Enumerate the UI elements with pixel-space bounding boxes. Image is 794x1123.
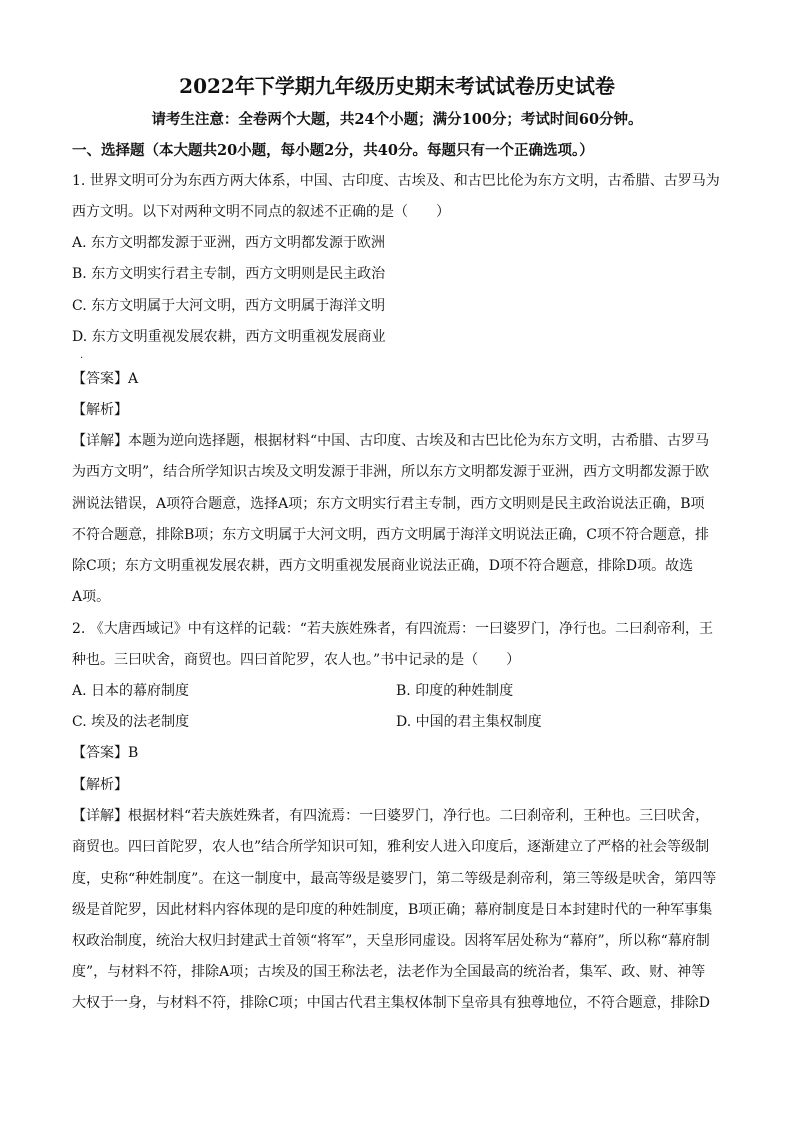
section-heading: 一、选择题（本大题共20小题，每小题2分，共40分。每题只有一个正确选项。）	[72, 142, 594, 159]
q2-stem-line: 2. 《大唐西域记》中有这样的记载：“若夫族姓殊者，有四流焉：一曰婆罗门，净行也。二曰刹帝利，王	[72, 621, 713, 637]
q2-option-a: A. 日本的幕府制度	[72, 683, 190, 699]
q1-option-c: C. 东方文明属于大河文明，西方文明属于海洋文明	[72, 298, 386, 314]
q1-detail-line: A项。	[72, 589, 111, 605]
q2-detail-line: 【详解】根据材料“若夫族姓殊者，有四流焉：一曰婆罗门，净行也。二曰刹帝利，王种也。三曰吠舍，	[72, 808, 710, 824]
q1-detail-line: 【详解】本题为逆向选择题，根据材料“中国、古印度、古埃及和古巴比伦为东方文明，古希腊、古罗马	[72, 433, 710, 449]
page-title: 2022年下学期九年级历史期末考试试卷历史试卷	[179, 74, 615, 98]
q2-option-c: C. 埃及的法老制度	[72, 714, 190, 730]
q2-detail-line: 级是首陀罗，因此材料内容体现的是印度的种姓制度，B项正确；幕府制度是日本封建时代的一种军事集	[72, 902, 713, 918]
q1-detail-line: 除C项；东方文明重视发展农耕，西方文明重视发展商业说法正确，D项不符合题意，排除D项。故选	[72, 558, 694, 574]
q2-detail-line: 度，史称“种姓制度”。在这一制度中，最高等级是婆罗门，第二等级是刹帝利，第三等级是吠舍，第四等	[72, 871, 717, 887]
q1-option-b: B. 东方文明实行君主专制，西方文明则是民主政治	[72, 266, 386, 282]
q2-answer: 【答案】B	[72, 745, 139, 761]
q1-option-a: A. 东方文明都发源于亚洲，西方文明都发源于欧洲	[72, 235, 386, 251]
q2-detail-line: 度”，与材料不符，排除A项；古埃及的国王称法老，法老作为全国最高的统治者，集军、政、财、神等	[72, 964, 706, 980]
q1-detail-line: 洲说法错误，A项符合题意，选择A项；东方文明实行君主专制，西方文明则是民主政治说法正确，B项	[72, 496, 705, 512]
q2-detail-line: 商贸也。四曰首陀罗，农人也”结合所学知识可知，雅利安人进入印度后，逐渐建立了严格的社会等级制	[72, 839, 710, 855]
q2-option-b: B. 印度的种姓制度	[396, 683, 514, 699]
q1-answer: 【答案】A	[72, 371, 139, 387]
q1-option-d: D. 东方文明重视发展农耕，西方文明重视发展商业	[72, 329, 386, 345]
stray-dot: .	[80, 350, 84, 361]
q1-stem-line: 1. 世界文明可分为东西方两大体系，中国、古印度、古埃及、和古巴比伦为东方文明，古希腊、古罗马为	[72, 173, 720, 189]
q2-detail-line: 权政治制度，统治大权归封建武士首领“将军”，天皇形同虚设。因将军居处称为“幕府”，所以称“幕府制	[72, 933, 710, 949]
q2-detail-line: 大权于一身，与材料不符，排除C项；中国古代君主集权体制下皇帝具有独尊地位，不符合题意，排除D	[72, 995, 710, 1011]
exam-notice: 请考生注意：全卷两个大题，共24个小题；满分100分；考试时间60分钟。	[151, 111, 643, 128]
q2-stem-line: 种也。三曰吠舍，商贸也。四曰首陀罗，农人也。”书中记录的是（ ）	[72, 652, 521, 668]
q2-option-d: D. 中国的君主集权制度	[396, 714, 542, 730]
q1-detail-line: 不符合题意，排除B项；东方文明属于大河文明，西方文明属于海洋文明说法正确，C项不符合题意，排	[72, 527, 709, 543]
q1-stem-line: 西方文明。以下对两种文明不同点的叙述不正确的是（ ）	[72, 204, 450, 220]
q1-detail-line: 为西方文明”，结合所学知识古埃及文明发源于非洲，所以东方文明都发源于亚洲，西方文明都发源于欧	[72, 464, 710, 480]
q1-analysis-label: 【解析】	[72, 402, 128, 418]
q2-analysis-label: 【解析】	[72, 777, 128, 793]
